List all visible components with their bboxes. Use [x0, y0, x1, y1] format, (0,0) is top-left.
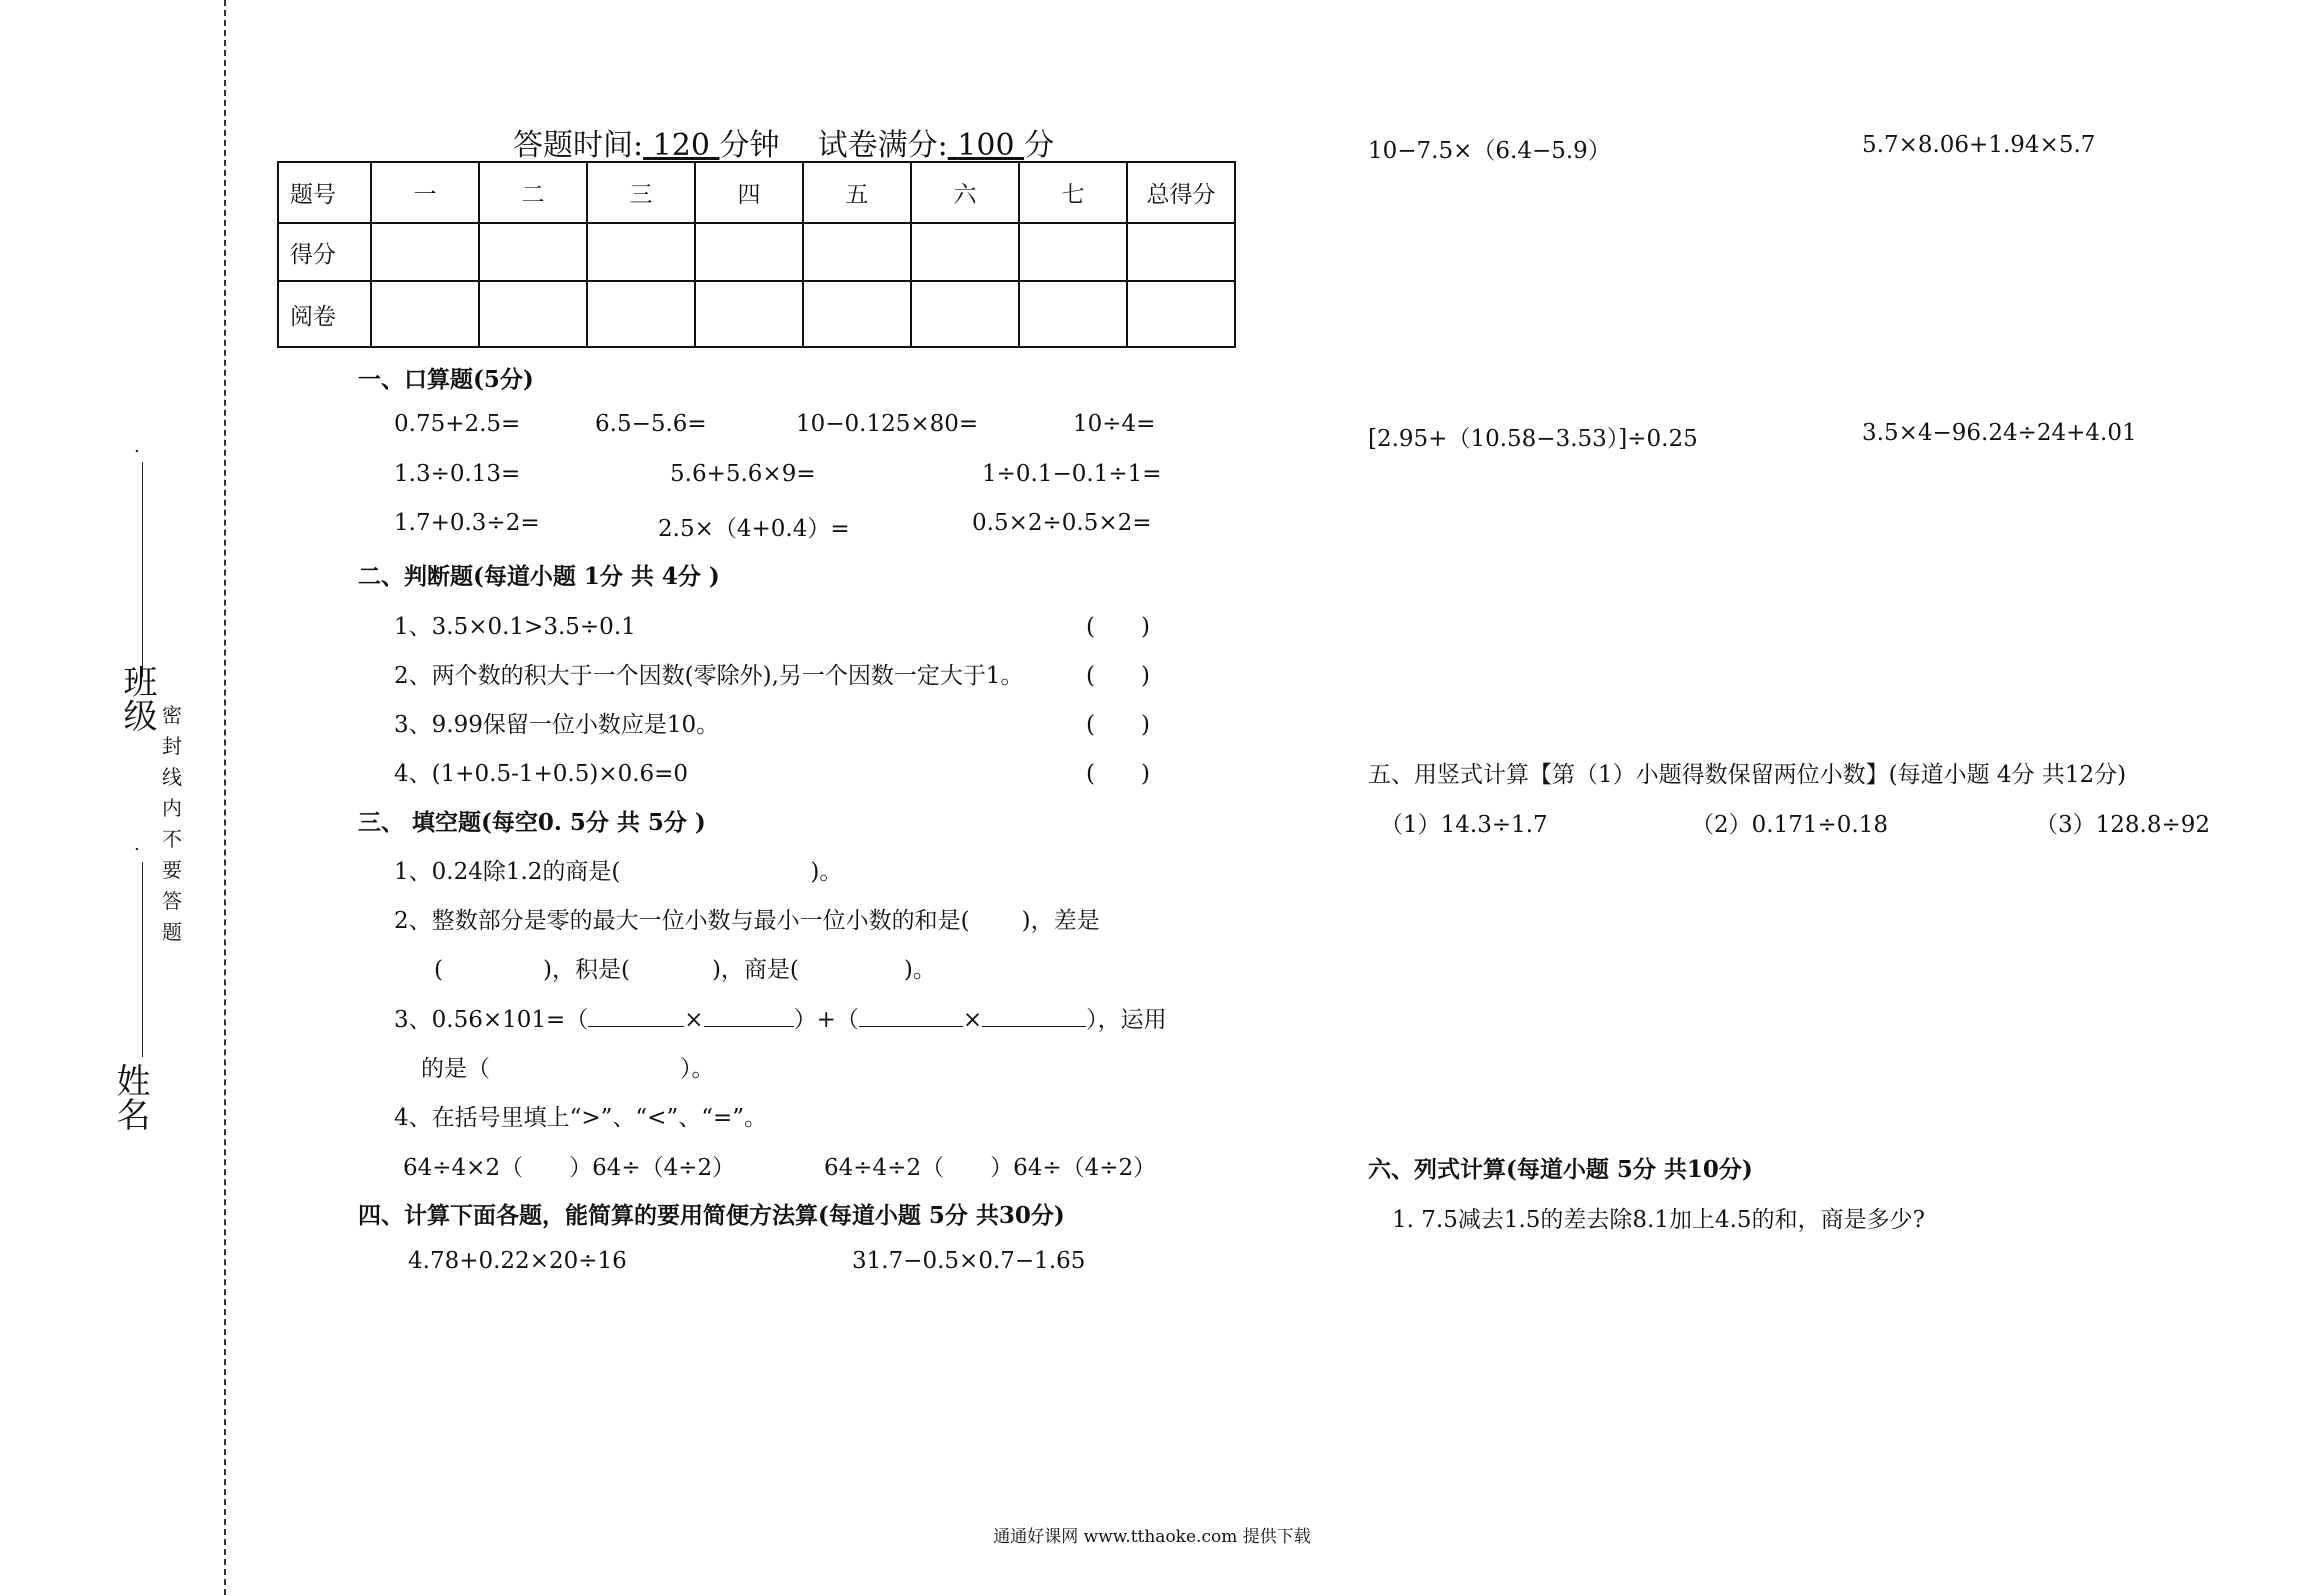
score-cell[interactable]	[803, 281, 911, 347]
table-col: 二	[479, 162, 587, 223]
s3-q2-line2: ( )，积是( )，商是( )。	[434, 957, 936, 983]
table-col: 六	[911, 162, 1019, 223]
s1-item: 0.75+2.5=	[394, 411, 521, 437]
section-3-title: 三、 填空题(每空0. 5分 共 5分 )	[358, 809, 706, 836]
score-table	[277, 161, 1236, 348]
s4-item: 3.5×4−96.24÷24+4.01	[1862, 420, 2137, 446]
s3-q4-right: 64÷4÷2（ ）64÷（4÷2）	[824, 1155, 1157, 1181]
score-cell[interactable]	[911, 281, 1019, 347]
s1-item: 1.3÷0.13=	[394, 461, 521, 487]
score-value: 100	[957, 128, 1015, 163]
s3-q4-text: 4、在括号里填上“>”、“<”、“=”。	[394, 1105, 767, 1131]
s4-item: 5.7×8.06+1.94×5.7	[1862, 132, 2096, 158]
table-row-label: 得分	[278, 223, 371, 281]
s4-item: 4.78+0.22×20÷16	[408, 1248, 627, 1274]
s1-item: 2.5×（4+0.4）=	[658, 516, 850, 542]
score-cell[interactable]	[1019, 281, 1127, 347]
score-cell[interactable]	[695, 281, 803, 347]
section-6-title: 六、列式计算(每道小题 5分 共10分)	[1368, 1156, 1753, 1183]
table-col: 一	[371, 162, 479, 223]
binding-dashed-line	[224, 0, 226, 1595]
score-cell[interactable]	[479, 223, 587, 281]
s2-bracket[interactable]: ( )	[1086, 663, 1150, 689]
s6-item: 1. 7.5减去1.5的差去除8.1加上4.5的和，商是多少?	[1392, 1207, 1925, 1233]
s4-item: 10−7.5×（6.4−5.9）	[1368, 138, 1611, 164]
score-cell[interactable]	[695, 223, 803, 281]
s2-bracket[interactable]: ( )	[1086, 761, 1150, 787]
s3-q1: 1、0.24除1.2的商是( )。	[394, 859, 843, 885]
s2-item: 1、3.5×0.1>3.5÷0.1	[394, 614, 636, 640]
s1-item: 1÷0.1−0.1÷1=	[982, 461, 1162, 487]
name-underline	[142, 862, 143, 1057]
s3-q3-line1: 3、0.56×101=（ × ）+（ × ），运用	[394, 1001, 1167, 1034]
score-cell[interactable]	[371, 223, 479, 281]
table-col: 三	[587, 162, 695, 223]
score-cell[interactable]	[587, 223, 695, 281]
s3-q4-left: 64÷4×2（ ）64÷（4÷2）	[403, 1155, 736, 1181]
s2-bracket[interactable]: ( )	[1086, 712, 1150, 738]
footer-source: 通通好课网 www.tthaoke.com 提供下载	[993, 1527, 1311, 1547]
table-col: 总得分	[1127, 162, 1235, 223]
score-cell[interactable]	[1127, 223, 1235, 281]
s1-item: 10÷4=	[1073, 411, 1156, 437]
table-row-label: 阅卷	[278, 281, 371, 347]
s5-item: （3）128.8÷92	[2035, 812, 2211, 838]
section-5-title: 五、用竖式计算【第（1）小题得数保留两位小数】(每道小题 4分 共12分)	[1368, 762, 2127, 788]
s3-q3-blank-3[interactable]	[859, 1004, 963, 1027]
s3-q3-blank-2[interactable]	[704, 1004, 794, 1027]
name-label: 姓名	[110, 1063, 150, 1131]
s5-item: （2）0.171÷0.18	[1691, 812, 1888, 838]
s2-item: 2、两个数的积大于一个因数(零除外),另一个因数一定大于1。	[394, 663, 1024, 689]
s3-q3-line2: 的是（ ）。	[421, 1056, 715, 1082]
score-cell[interactable]	[479, 281, 587, 347]
score-cell[interactable]	[911, 223, 1019, 281]
table-col: 四	[695, 162, 803, 223]
section-1-title: 一、口算题(5分)	[358, 366, 534, 393]
score-cell[interactable]	[587, 281, 695, 347]
exam-header: 答题时间: 120 分钟 试卷满分: 100 分	[513, 128, 1055, 163]
seal-note: 密封线内不要答题	[162, 703, 182, 944]
table-header-label: 题号	[278, 162, 371, 223]
s1-item: 6.5−5.6=	[595, 411, 707, 437]
class-underline	[142, 462, 143, 677]
s2-bracket[interactable]: ( )	[1086, 614, 1150, 640]
time-value: 120	[652, 128, 710, 163]
s1-item: 10−0.125×80=	[796, 411, 979, 437]
section-2-title: 二、判断题(每道小题 1分 共 4分 )	[358, 563, 720, 590]
s1-item: 1.7+0.3÷2=	[394, 510, 540, 536]
s4-item: 31.7−0.5×0.7−1.65	[852, 1248, 1086, 1274]
s2-item: 3、9.99保留一位小数应是10。	[394, 712, 720, 738]
binding-dot-bottom: .	[134, 834, 140, 855]
s1-item: 5.6+5.6×9=	[670, 461, 816, 487]
score-cell[interactable]	[1019, 223, 1127, 281]
s4-item: [2.95+（10.58−3.53）]÷0.25	[1368, 426, 1698, 452]
s2-item: 4、(1+0.5-1+0.5)×0.6=0	[394, 761, 689, 787]
s1-item: 0.5×2÷0.5×2=	[972, 510, 1152, 536]
table-col: 七	[1019, 162, 1127, 223]
section-4-title: 四、计算下面各题，能简算的要用简便方法算(每道小题 5分 共30分)	[358, 1202, 1065, 1229]
s5-item: （1）14.3÷1.7	[1380, 812, 1548, 838]
score-cell[interactable]	[1127, 281, 1235, 347]
s3-q2-line1: 2、整数部分是零的最大一位小数与最小一位小数的和是( )，差是	[394, 908, 1100, 934]
score-cell[interactable]	[803, 223, 911, 281]
s3-q3-blank-1[interactable]	[588, 1004, 684, 1027]
s3-q3-blank-4[interactable]	[982, 1004, 1086, 1027]
binding-dot-top: .	[134, 436, 140, 457]
score-cell[interactable]	[371, 281, 479, 347]
class-label: 班级	[117, 664, 157, 732]
table-col: 五	[803, 162, 911, 223]
